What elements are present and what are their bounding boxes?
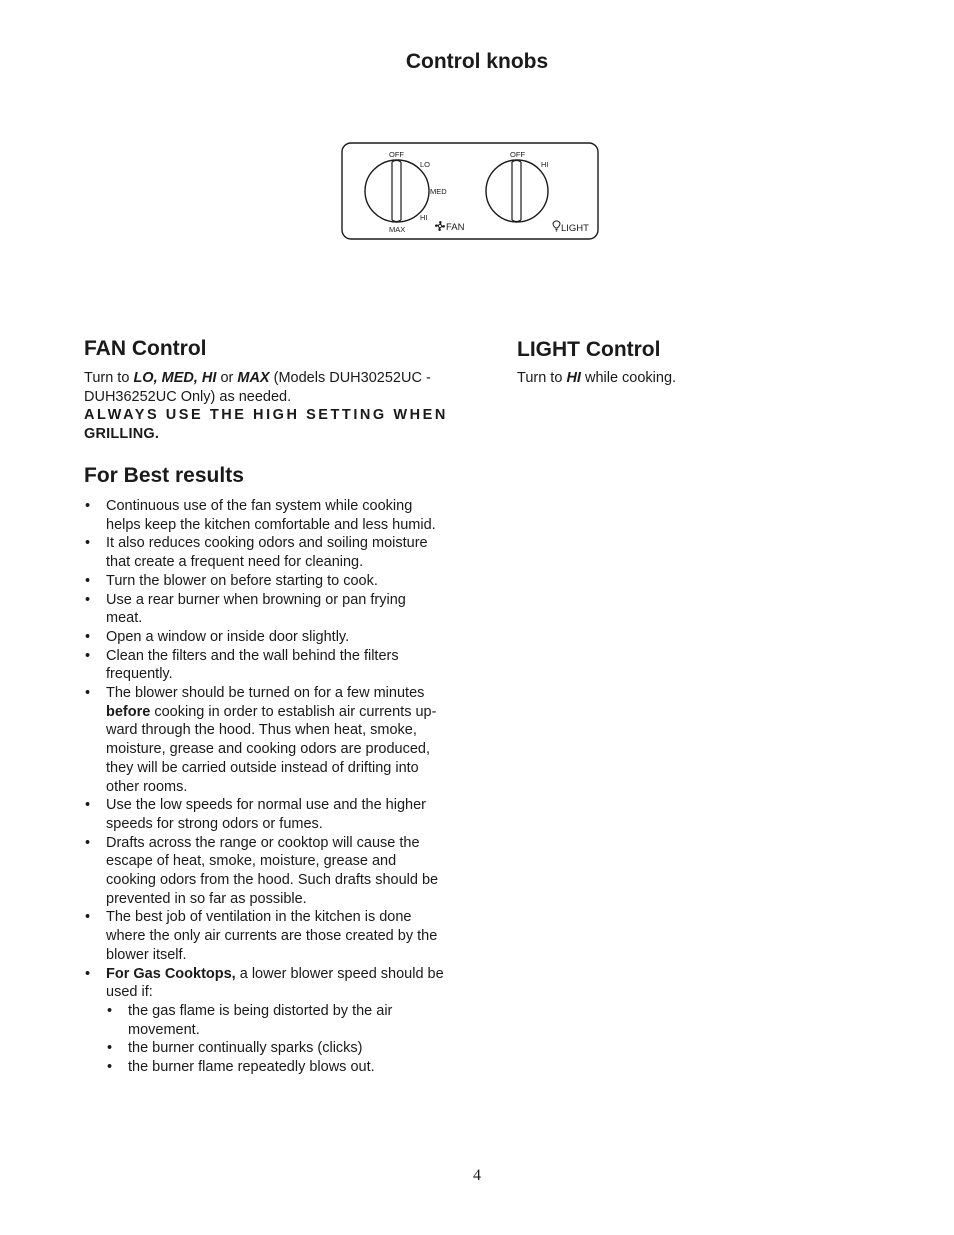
list-item-emphasis: For Gas Cooktops, xyxy=(106,965,236,982)
fan-off-label: OFF xyxy=(389,150,404,159)
sub-list-item: • the gas flame is being distorted by the air movement. xyxy=(106,1002,444,1039)
fan-max: MAX xyxy=(237,370,270,386)
light-turn-to: Turn to xyxy=(517,370,567,386)
page-title: Control knobs xyxy=(405,50,549,73)
light-control-text xyxy=(517,369,877,388)
fan-med-label: MED xyxy=(430,187,447,196)
sub-list-item: • the burner flame repeatedly blows out. xyxy=(106,1058,444,1077)
list-item-text: cooking in order to establish air currents up-ward through the hood. Thus when heat, smoke, moisture, grease and cooking odors are produced, they will be carried outside instead of drifting into other rooms. xyxy=(106,703,437,795)
list-item xyxy=(84,965,444,1077)
light-knob-label: LIGHT xyxy=(561,223,589,234)
fan-turn-to: Turn to xyxy=(84,370,134,386)
light-setting: HI xyxy=(566,370,581,386)
light-hi-label: HI xyxy=(541,160,549,169)
fan-hi-label: HI xyxy=(420,213,428,222)
gas-cooktop-sublist xyxy=(106,1002,444,1077)
fan-models-note: (Models DUH30252UC - DUH36252UC Only) as needed. xyxy=(84,370,431,405)
fan-max-label: MAX xyxy=(389,225,406,234)
list-item: • Turn the blower on before starting to cook. xyxy=(84,572,444,591)
light-knob[interactable] xyxy=(486,160,548,222)
list-item-text: The blower should be turned on for a few minutes xyxy=(106,685,425,702)
fan-control-heading: FAN Control xyxy=(84,337,207,360)
list-item: • It also reduces cooking odors and soiling moisture that create a frequent need for cleaning. xyxy=(84,534,444,571)
best-results-heading: For Best results xyxy=(84,464,244,487)
fan-lo-label: LO xyxy=(420,160,431,169)
list-item-emphasis: before xyxy=(106,703,151,720)
best-results-list xyxy=(84,497,444,1077)
fan-or: or xyxy=(216,370,238,386)
list-item: • The best job of ventilation in the kitchen is done where the only air currents are those created by the blower itself. xyxy=(84,908,444,964)
list-item: • Drafts across the range or cooktop will cause the escape of heat, smoke, moisture, grease and cooking odors from the hood. Such drafts should be prevented in so far as possible. xyxy=(84,834,444,909)
fan-icon xyxy=(435,221,445,231)
list-item: • Use the low speeds for normal use and the higher speeds for strong odors or fumes. xyxy=(84,796,444,833)
grilling-warning: ALWAYS USE THE HIGH SETTING WHEN xyxy=(84,407,448,424)
fan-settings: LO, MED, HI xyxy=(133,370,217,386)
light-off-label: OFF xyxy=(510,150,525,159)
list-item: • Open a window or inside door slightly. xyxy=(84,628,444,647)
control-panel-illustration xyxy=(341,142,599,240)
list-item: • Use a rear burner when browning or pan frying meat. xyxy=(84,591,444,628)
list-item: • Clean the filters and the wall behind the filters frequently. xyxy=(84,647,444,684)
list-item: • Continuous use of the fan system while cooking helps keep the kitchen comfortable and less humid. xyxy=(84,497,444,534)
page-number: 4 xyxy=(473,1167,481,1184)
grilling-warning-end: GRILLING. xyxy=(84,425,160,442)
light-control-heading: LIGHT Control xyxy=(517,338,661,361)
light-rest: while cooking. xyxy=(580,370,677,386)
fan-knob-label: FAN xyxy=(446,222,465,233)
list-item-text: a lower blower speed should be used if: xyxy=(106,965,444,1001)
fan-control-text xyxy=(84,369,448,443)
bulb-icon xyxy=(553,221,560,231)
list-item xyxy=(84,684,444,796)
sub-list-item: • the burner continually sparks (clicks) xyxy=(106,1039,444,1058)
